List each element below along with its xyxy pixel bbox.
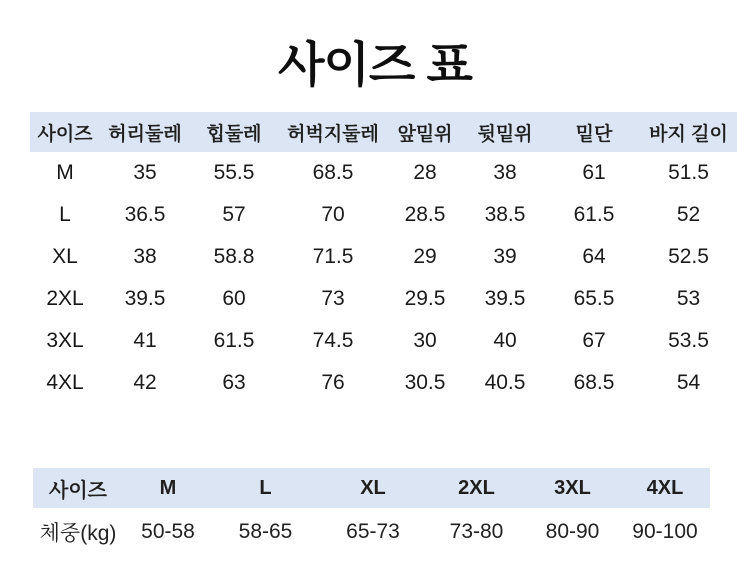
size-label: L [59, 203, 71, 226]
size-label: XL [52, 245, 78, 268]
size-table-header-row [30, 112, 737, 152]
size-label: 2XL [46, 287, 84, 310]
column-header-length: 바지 길이 [649, 123, 728, 145]
weight-table-header-row [33, 468, 710, 508]
table-cell: 28.5 [404, 203, 446, 226]
table-cell: 64 [582, 245, 606, 268]
table-cell: 30 [413, 329, 437, 352]
table-cell: 39 [493, 245, 517, 268]
table-cell: 29 [413, 245, 437, 268]
weight-cell: 50-58 [141, 520, 195, 543]
table-cell: 65.5 [573, 287, 615, 310]
table-cell: 40.5 [484, 371, 526, 394]
weight-cell: 65-73 [346, 520, 400, 543]
table-cell: 55.5 [213, 161, 255, 184]
table-cell: 57 [222, 203, 246, 226]
size-label: 4XL [46, 371, 84, 394]
table-cell: 68.5 [573, 371, 615, 394]
table-cell: 40 [493, 329, 517, 352]
table-cell: 39.5 [124, 287, 166, 310]
table-cell: 51.5 [668, 161, 709, 184]
page-title: 사이즈 표 [278, 39, 472, 92]
table-cell: 68.5 [312, 161, 354, 184]
table-cell: 53.5 [668, 329, 709, 352]
weight-cell: 58-65 [238, 520, 293, 543]
table-row [30, 320, 737, 362]
table-cell: 74.5 [312, 329, 354, 352]
table-cell: 41 [133, 329, 157, 352]
table-cell: 61.5 [573, 203, 615, 226]
table-cell: 38 [133, 245, 157, 268]
table-cell: 35 [133, 161, 157, 184]
table-cell: 61.5 [213, 329, 255, 352]
column-header-thigh: 허벅지둘레 [287, 123, 379, 145]
table-cell: 38.5 [484, 203, 526, 226]
weight-cell: 80-90 [545, 520, 600, 543]
table-cell: 42 [133, 371, 157, 394]
table-cell: 67 [582, 329, 606, 352]
table-row [30, 278, 737, 320]
table-cell: 71.5 [312, 245, 354, 268]
weight-row-label: 체중(kg) [39, 522, 117, 545]
table-row [30, 236, 737, 278]
weight-column-header-m: M [159, 476, 177, 499]
weight-column-header-4xl: 4XL [646, 476, 684, 499]
column-header-waist: 허리둘레 [108, 123, 182, 145]
weight-column-header-2xl: 2XL [458, 476, 495, 499]
table-cell: 29.5 [404, 287, 446, 310]
column-header-hip: 힙둘레 [206, 123, 262, 145]
size-label: M [56, 161, 74, 184]
table-cell: 30.5 [404, 371, 446, 394]
column-header-front-rise: 앞밑위 [397, 123, 453, 145]
column-header-back-rise: 뒷밑위 [477, 123, 533, 145]
weight-column-header-l: L [259, 476, 272, 499]
table-cell: 38 [493, 161, 517, 184]
table-cell: 53 [676, 287, 701, 310]
table-row [30, 362, 737, 404]
weight-cell: 90-100 [632, 520, 698, 543]
table-cell: 28 [413, 161, 437, 184]
table-cell: 36.5 [124, 203, 166, 226]
table-cell: 73 [321, 287, 345, 310]
weight-table-row [33, 510, 710, 554]
table-cell: 70 [321, 203, 345, 226]
table-cell: 54 [676, 371, 701, 394]
column-header-hem: 밑단 [575, 123, 613, 145]
table-cell: 63 [222, 371, 246, 394]
table-cell: 76 [321, 371, 345, 394]
table-row [30, 194, 737, 236]
table-cell: 60 [222, 287, 246, 310]
table-cell: 52 [676, 203, 701, 226]
weight-column-header-3xl: 3XL [554, 476, 591, 499]
table-cell: 58.8 [213, 245, 255, 268]
table-row [30, 152, 737, 194]
size-label: 3XL [46, 329, 84, 352]
column-header-size: 사이즈 [37, 123, 93, 145]
table-cell: 52.5 [668, 245, 709, 268]
weight-column-header-xl: XL [360, 476, 386, 499]
weight-cell: 73-80 [449, 520, 504, 543]
size-table [30, 112, 737, 404]
table-cell: 39.5 [484, 287, 526, 310]
table-cell: 61 [582, 161, 606, 184]
weight-column-header-size: 사이즈 [49, 479, 107, 502]
